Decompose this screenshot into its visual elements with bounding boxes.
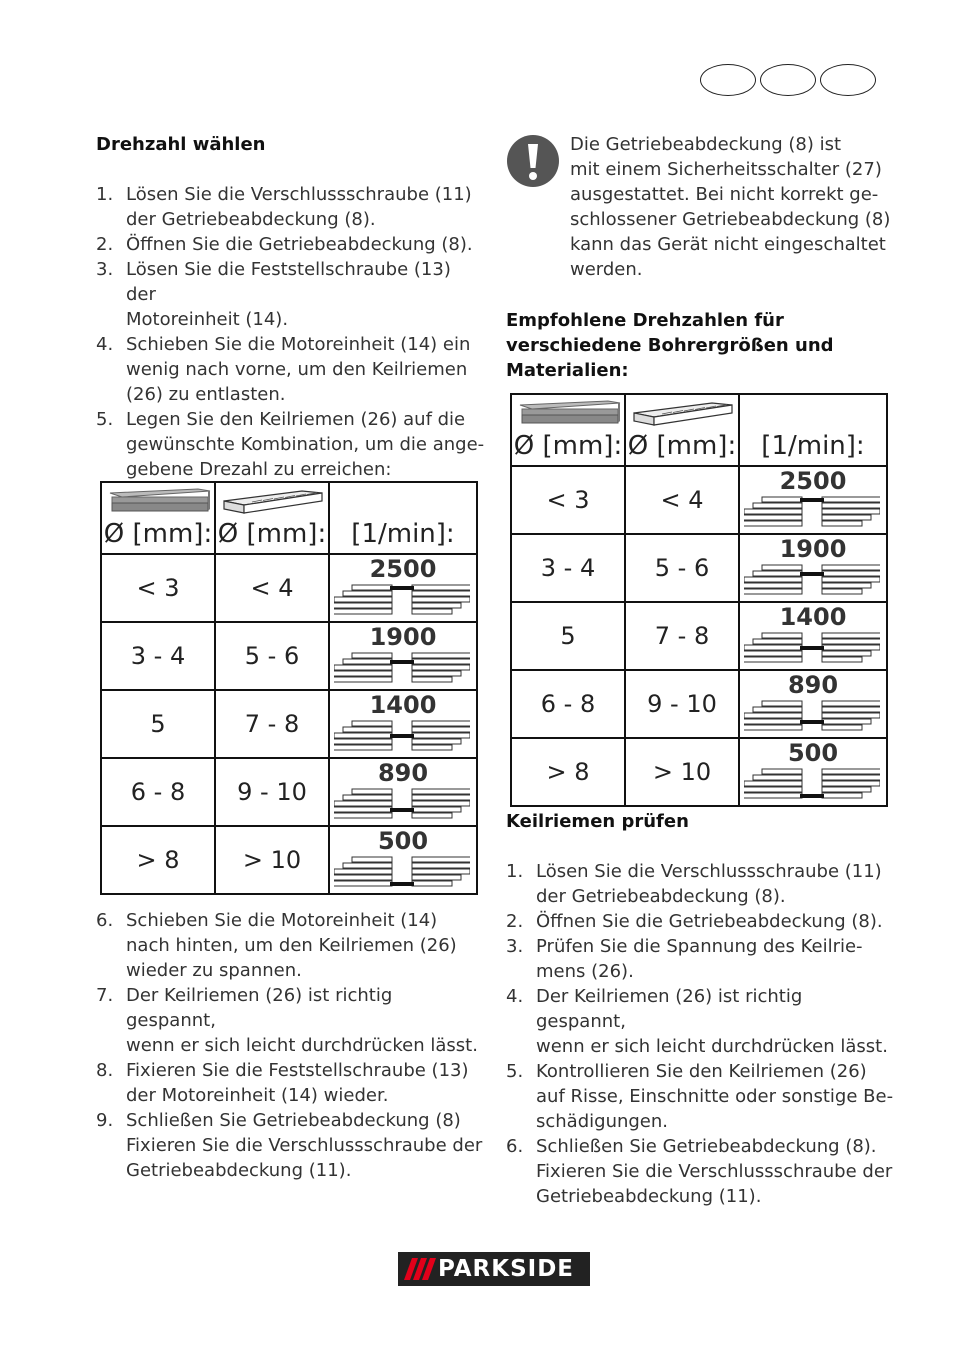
header-label-metal: Ø [mm]: <box>513 431 623 461</box>
pulley-diagram-icon <box>334 785 470 821</box>
cell-wood: 9 - 10 <box>625 670 739 738</box>
speed-value: 890 <box>377 759 429 787</box>
cell-wood: 5 - 6 <box>625 534 739 602</box>
step-text <box>126 983 486 1058</box>
step-number: 2. <box>506 911 524 932</box>
language-oval-2 <box>760 64 816 96</box>
step-text <box>536 1134 896 1209</box>
step-number: 7. <box>96 985 114 1006</box>
logo-text: PARKSIDE <box>438 1256 575 1282</box>
speed-value: 1400 <box>369 691 437 719</box>
logo-slashes-icon <box>398 1252 438 1286</box>
step-text-line: wenn er sich leicht durchdrücken lässt. <box>126 1035 478 1056</box>
warning-note <box>506 132 896 282</box>
step-text-line: Schließen Sie Getriebeabdeckung (8) <box>126 1110 461 1131</box>
cell-metal: 5 <box>511 602 625 670</box>
cell-speed <box>739 602 887 670</box>
speed-value: 1400 <box>779 603 847 631</box>
step-number: 4. <box>96 334 114 355</box>
steps-list-a <box>96 182 486 482</box>
steel-beam-icon <box>108 487 212 517</box>
step-text-line: der Getriebeabdeckung (8). <box>536 886 786 907</box>
step-text-line: gewünschte Kombination, um die ange- <box>126 434 485 455</box>
header-label-wood: Ø [mm]: <box>627 431 737 461</box>
table-row <box>101 690 477 758</box>
table-row <box>511 466 887 534</box>
step-text-line: Öffnen Sie die Getriebeabdeckung (8). <box>126 234 473 255</box>
step-text-line: Fixieren Sie die Verschlussschraube der <box>126 1135 483 1156</box>
step-text <box>536 859 896 909</box>
step-text-line: Getriebeabdeckung (11). <box>536 1186 762 1207</box>
step-text <box>126 257 486 332</box>
warning-line: ausgestattet. Bei nicht korrekt ge- <box>570 184 879 205</box>
list-item <box>506 859 896 909</box>
parkside-logo <box>398 1252 590 1286</box>
cell-wood: 7 - 8 <box>625 602 739 670</box>
steel-beam-icon <box>518 399 622 429</box>
table-heading-line: verschiedene Bohrergrößen und <box>506 335 834 356</box>
list-item <box>506 934 896 984</box>
left-column-lower <box>96 908 486 1183</box>
header-label-speed: [1/min]: <box>761 431 865 461</box>
header-cell-metal <box>511 394 625 466</box>
cell-wood: < 4 <box>625 466 739 534</box>
language-ovals <box>700 64 876 96</box>
cell-speed <box>329 554 477 622</box>
wood-plank-icon <box>222 487 326 517</box>
step-text-line: Schließen Sie Getriebeabdeckung (8). <box>536 1136 877 1157</box>
pulley-diagram-icon <box>334 649 470 685</box>
header-cell-metal <box>101 482 215 554</box>
pulley-diagram-icon <box>744 561 880 597</box>
table-heading-block <box>506 308 896 383</box>
list-item <box>96 407 486 482</box>
step-text-line: mens (26). <box>536 961 634 982</box>
speed-value: 2500 <box>779 467 847 495</box>
language-oval-3 <box>820 64 876 96</box>
step-text-line: Motoreinheit (14). <box>126 309 289 330</box>
wood-plank-icon <box>632 399 736 429</box>
speed-table-left <box>100 481 478 895</box>
header-cell-speed <box>739 394 887 466</box>
speed-value: 2500 <box>369 555 437 583</box>
list-item <box>506 984 896 1059</box>
cell-speed <box>329 622 477 690</box>
step-number: 2. <box>96 234 114 255</box>
pulley-diagram-icon <box>334 717 470 753</box>
steps-list-c <box>506 859 896 1209</box>
step-text-line: Legen Sie den Keilriemen (26) auf die <box>126 409 466 430</box>
step-text <box>126 908 486 983</box>
step-number: 6. <box>96 910 114 931</box>
speed-value: 500 <box>377 827 429 855</box>
step-text-line: Schieben Sie die Motoreinheit (14) ein <box>126 334 471 355</box>
check-section <box>506 809 896 1209</box>
cell-speed <box>329 758 477 826</box>
left-column <box>96 132 486 482</box>
list-item <box>96 332 486 407</box>
table-row <box>511 670 887 738</box>
table-heading <box>506 308 896 383</box>
step-number: 9. <box>96 1110 114 1131</box>
cell-wood: > 10 <box>625 738 739 806</box>
list-item <box>506 1059 896 1134</box>
header-label-wood: Ø [mm]: <box>217 519 327 549</box>
step-text-line: Fixieren Sie die Feststellschraube (13) <box>126 1060 469 1081</box>
cell-wood: 5 - 6 <box>215 622 329 690</box>
step-number: 4. <box>506 986 524 1007</box>
step-text-line: schädigungen. <box>536 1111 669 1132</box>
step-number: 8. <box>96 1060 114 1081</box>
step-text-line: Lösen Sie die Verschlussschraube (11) <box>536 861 882 882</box>
steps-list-b <box>96 908 486 1183</box>
speed-value: 1900 <box>369 623 437 651</box>
step-text <box>126 1058 486 1108</box>
list-item <box>96 1108 486 1183</box>
speed-table-right <box>510 393 888 807</box>
speed-value: 500 <box>787 739 839 767</box>
step-text <box>126 1108 486 1183</box>
pulley-diagram-icon <box>744 629 880 665</box>
header-label-speed: [1/min]: <box>351 519 455 549</box>
step-number: 1. <box>506 861 524 882</box>
step-text-line: wieder zu spannen. <box>126 960 302 981</box>
list-item <box>96 908 486 983</box>
warning-line: mit einem Sicherheitsschalter (27) <box>570 159 882 180</box>
header-cell-wood <box>215 482 329 554</box>
cell-metal: 3 - 4 <box>101 622 215 690</box>
cell-speed <box>329 690 477 758</box>
list-item <box>96 983 486 1058</box>
pulley-diagram-icon <box>744 493 880 529</box>
step-number: 3. <box>96 259 114 280</box>
language-oval-1 <box>700 64 756 96</box>
step-text-line: Schieben Sie die Motoreinheit (14) <box>126 910 438 931</box>
pulley-diagram-icon <box>744 765 880 801</box>
cell-metal: 6 - 8 <box>511 670 625 738</box>
list-item <box>96 1058 486 1108</box>
step-number: 1. <box>96 184 114 205</box>
step-text-line: Öffnen Sie die Getriebeabdeckung (8). <box>536 911 883 932</box>
step-text-line: (26) zu entlasten. <box>126 384 286 405</box>
warning-text <box>570 132 896 282</box>
pulley-diagram-icon <box>334 581 470 617</box>
exclamation-circle-icon <box>506 134 560 188</box>
cell-metal: > 8 <box>101 826 215 894</box>
pulley-diagram-icon <box>334 853 470 889</box>
cell-wood: < 4 <box>215 554 329 622</box>
cell-speed <box>739 534 887 602</box>
step-text-line: Der Keilriemen (26) ist richtig gespannt, <box>126 985 393 1031</box>
header-label-metal: Ø [mm]: <box>103 519 213 549</box>
step-text-line: Lösen Sie die Feststellschraube (13) der <box>126 259 451 305</box>
table-header-row <box>101 482 477 554</box>
table-header-row <box>511 394 887 466</box>
speed-value: 890 <box>787 671 839 699</box>
table-row <box>511 602 887 670</box>
step-text-line: wenn er sich leicht durchdrücken lässt. <box>536 1036 888 1057</box>
warning-line: schlossener Getriebeabdeckung (8) <box>570 209 891 230</box>
header-cell-wood <box>625 394 739 466</box>
step-text-line: Kontrollieren Sie den Keilriemen (26) <box>536 1061 867 1082</box>
step-text <box>536 909 896 934</box>
step-text-line: nach hinten, um den Keilriemen (26) <box>126 935 457 956</box>
step-text-line: wenig nach vorne, um den Keilriemen <box>126 359 468 380</box>
warning-line: werden. <box>570 259 643 280</box>
step-text <box>126 407 486 482</box>
table-row <box>101 622 477 690</box>
step-number: 6. <box>506 1136 524 1157</box>
cell-metal: 3 - 4 <box>511 534 625 602</box>
step-text <box>126 332 486 407</box>
list-item <box>96 257 486 332</box>
step-number: 5. <box>96 409 114 430</box>
cell-metal: 5 <box>101 690 215 758</box>
cell-speed <box>739 738 887 806</box>
step-text-line: Prüfen Sie die Spannung des Keilrie- <box>536 936 863 957</box>
step-text-line: der Getriebeabdeckung (8). <box>126 209 376 230</box>
table-row <box>511 534 887 602</box>
warning-line: Die Getriebeabdeckung (8) ist <box>570 134 842 155</box>
table-row <box>101 554 477 622</box>
list-item <box>506 909 896 934</box>
step-text-line: der Motoreinheit (14) wieder. <box>126 1085 389 1106</box>
header-cell-speed <box>329 482 477 554</box>
cell-wood: > 10 <box>215 826 329 894</box>
step-text-line: Der Keilriemen (26) ist richtig gespannt, <box>536 986 803 1032</box>
section-heading-keilriemen: Keilriemen prüfen <box>506 811 689 832</box>
step-text-line: Fixieren Sie die Verschlussschraube der <box>536 1161 893 1182</box>
warning-line: kann das Gerät nicht eingeschaltet <box>570 234 886 255</box>
step-text-line: gebene Drezahl zu erreichen: <box>126 459 392 480</box>
list-item <box>96 182 486 232</box>
cell-wood: 9 - 10 <box>215 758 329 826</box>
step-number: 5. <box>506 1061 524 1082</box>
table-heading-line: Empfohlene Drehzahlen für <box>506 310 784 331</box>
step-text <box>536 1059 896 1134</box>
step-text-line: Lösen Sie die Verschlussschraube (11) <box>126 184 472 205</box>
cell-speed <box>739 670 887 738</box>
cell-wood: 7 - 8 <box>215 690 329 758</box>
step-text <box>126 182 486 232</box>
cell-metal: > 8 <box>511 738 625 806</box>
step-number: 3. <box>506 936 524 957</box>
cell-metal: 6 - 8 <box>101 758 215 826</box>
cell-speed <box>329 826 477 894</box>
speed-value: 1900 <box>779 535 847 563</box>
list-item <box>506 1134 896 1209</box>
table-row <box>101 826 477 894</box>
section-heading-drehzahl: Drehzahl wählen <box>96 134 266 155</box>
step-text-line: auf Risse, Einschnitte oder sonstige Be- <box>536 1086 894 1107</box>
table-row <box>511 738 887 806</box>
list-item <box>96 232 486 257</box>
pulley-diagram-icon <box>744 697 880 733</box>
step-text-line: Getriebeabdeckung (11). <box>126 1160 352 1181</box>
step-text <box>536 984 896 1059</box>
table-heading-line: Materialien: <box>506 360 629 381</box>
step-text <box>536 934 896 984</box>
cell-speed <box>739 466 887 534</box>
step-text <box>126 232 486 257</box>
cell-metal: < 3 <box>511 466 625 534</box>
cell-metal: < 3 <box>101 554 215 622</box>
table-row <box>101 758 477 826</box>
